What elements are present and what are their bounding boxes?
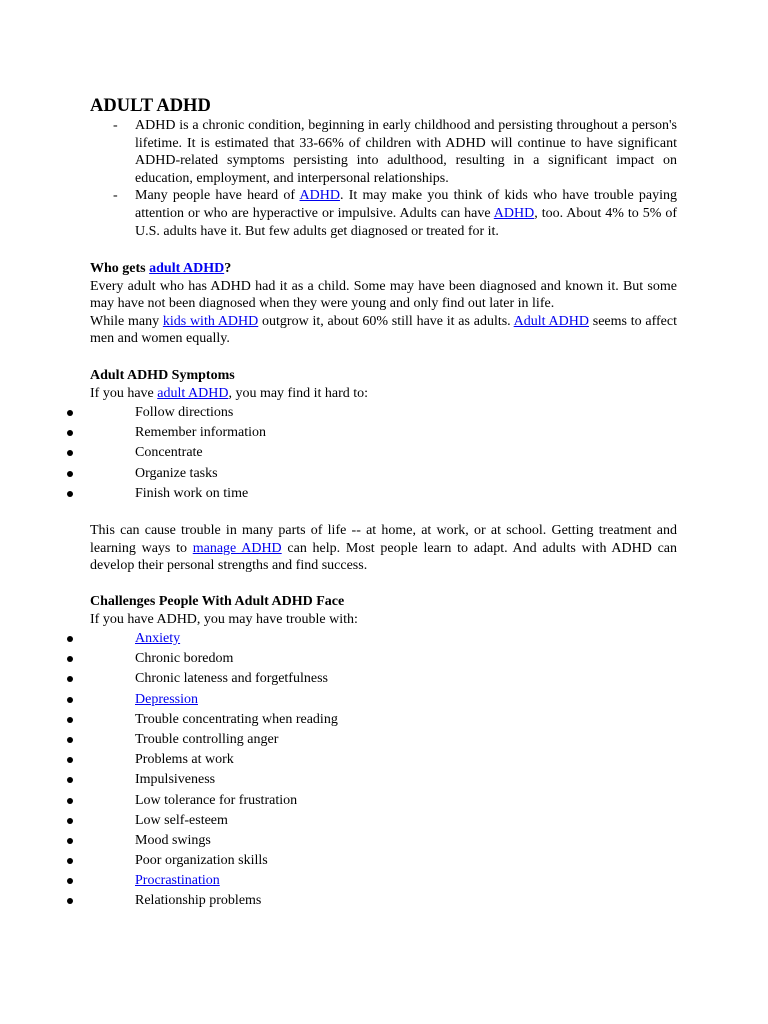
bullet-icon [67, 697, 73, 703]
list-item-text: Low tolerance for frustration [135, 792, 298, 808]
who-gets-p2-mid: outgrow it, about 60% still have it as adults. [258, 313, 514, 329]
bullet-icon [67, 838, 73, 844]
trouble-post: can help. Most people learn to adapt. And adults with ADHD can develop their personal strengths and find success. [90, 540, 678, 574]
adhd-link[interactable]: ADHD [493, 205, 535, 221]
bullet-icon [67, 491, 73, 497]
who-gets-paragraph: Every adult who has ADHD had it as a child. Some may have been diagnosed and known it. But some may have not been diagnosed when they were young and only find out later in life. [90, 278, 677, 312]
bullet-icon [67, 636, 73, 642]
bullet-icon [67, 450, 73, 456]
bullet-icon [67, 471, 73, 477]
list-item [0, 670, 768, 690]
challenges-heading: Challenges People With Adult ADHD Face [90, 594, 345, 609]
bullet-icon [67, 777, 73, 783]
intro-item-text-post: , too. About 4% to 5% of U.S. adults have it. But few adults get diagnosed or treated for it. [135, 205, 677, 239]
list-item [0, 852, 768, 872]
bullet-icon [67, 656, 73, 662]
symptoms-intro [90, 385, 677, 403]
bullet-icon [67, 410, 73, 416]
list-item [0, 404, 768, 424]
kids-with-adhd-link[interactable]: kids with ADHD [162, 313, 259, 329]
who-gets-heading-post: ? [224, 261, 232, 276]
list-item-text: Mood swings [135, 832, 211, 848]
intro-list [0, 117, 768, 240]
bullet-icon [67, 737, 73, 743]
bullet-icon [67, 757, 73, 763]
intro-item-text-pre: Many people have heard of [135, 188, 300, 204]
who-gets-paragraph-2 [90, 313, 677, 348]
list-item-text: Follow directions [135, 405, 234, 420]
who-gets-p2-post: seems to affect men and women equally. [90, 313, 677, 347]
symptoms-section [90, 367, 677, 402]
bullet-icon [67, 898, 73, 904]
list-item [0, 771, 768, 791]
list-item-text: Concentrate [135, 445, 203, 461]
adhd-link[interactable]: ADHD [299, 188, 340, 204]
trouble-pre: This can cause trouble in many parts of life -- at home, at work, or at school. Getting treatment and learning ways to [90, 523, 677, 556]
list-item-text: Remember information [135, 425, 267, 441]
bullet-icon [67, 676, 73, 682]
symptoms-intro-post: , you may find it hard to: [228, 385, 369, 401]
list-item [0, 691, 768, 711]
list-item [0, 792, 768, 812]
adult-adhd-link[interactable]: Adult ADHD [513, 313, 589, 329]
list-item-text: Organize tasks [135, 465, 218, 481]
who-gets-heading-pre: Who gets [90, 261, 150, 276]
list-item [0, 650, 768, 670]
list-item [0, 872, 768, 892]
list-item-text: Trouble concentrating when reading [135, 711, 338, 727]
bullet-icon [67, 878, 73, 884]
list-item-text: Chronic lateness and forgetfulness [135, 671, 328, 687]
adult-adhd-link[interactable]: adult ADHD [157, 385, 229, 401]
list-item-text: Poor organization skills [135, 853, 268, 869]
dash-marker: - [113, 118, 118, 133]
list-item [0, 832, 768, 852]
symptoms-heading: Adult ADHD Symptoms [90, 368, 235, 383]
list-item [0, 630, 768, 650]
manage-adhd-link[interactable]: manage ADHD [192, 540, 282, 556]
who-gets-section [90, 260, 677, 348]
adult-adhd-link[interactable]: adult ADHD [149, 261, 225, 276]
symptoms-intro-pre: If you have [90, 385, 158, 401]
challenges-intro: If you have ADHD, you may have trouble with: [90, 611, 358, 627]
list-item-text: Chronic boredom [135, 651, 234, 667]
list-item [0, 711, 768, 731]
dash-marker: - [113, 188, 118, 204]
list-item [0, 892, 768, 912]
list-item-link[interactable]: Depression [135, 691, 198, 707]
list-item [0, 812, 768, 832]
who-gets-heading [90, 260, 677, 278]
symptoms-list [0, 404, 768, 505]
list-item-link[interactable]: Anxiety [135, 631, 181, 646]
list-item-text: Finish work on time [135, 485, 249, 501]
list-item [0, 444, 768, 464]
list-item-text: Trouble controlling anger [135, 731, 279, 747]
list-item [0, 465, 768, 485]
challenges-section [90, 593, 677, 628]
bullet-icon [67, 717, 73, 723]
list-item [0, 485, 768, 505]
page-title: ADULT ADHD [90, 96, 211, 116]
intro-item-text: ADHD is a chronic condition, beginning in early childhood and persisting throughout a person's lifetime. It is estimated that 33-66% of children with ADHD will continue to have significant ADHD-related symptoms persisting into adulthood, resulting in a significant impact on education, employment, and interpersonal relationships. [135, 118, 677, 186]
challenges-list [0, 630, 768, 913]
bullet-icon [67, 798, 73, 804]
bullet-icon [67, 858, 73, 864]
list-item-text: Relationship problems [135, 893, 262, 909]
bullet-icon [67, 430, 73, 436]
list-item [0, 424, 768, 444]
intro-item [0, 187, 677, 240]
list-item [0, 731, 768, 751]
list-item-text: Problems at work [135, 752, 234, 768]
intro-item-text-mid: . It may make you think of kids who have trouble paying attention or who are hyperactive or impulsive. Adults can have [135, 188, 677, 221]
who-gets-p2-pre: While many [90, 313, 163, 329]
list-item-link[interactable]: Procrastination [135, 873, 220, 889]
list-item-text: Low self-esteem [135, 812, 228, 828]
bullet-icon [67, 818, 73, 824]
intro-item [0, 117, 677, 187]
trouble-paragraph [90, 522, 677, 575]
list-item [0, 751, 768, 771]
list-item-text: Impulsiveness [135, 772, 216, 788]
